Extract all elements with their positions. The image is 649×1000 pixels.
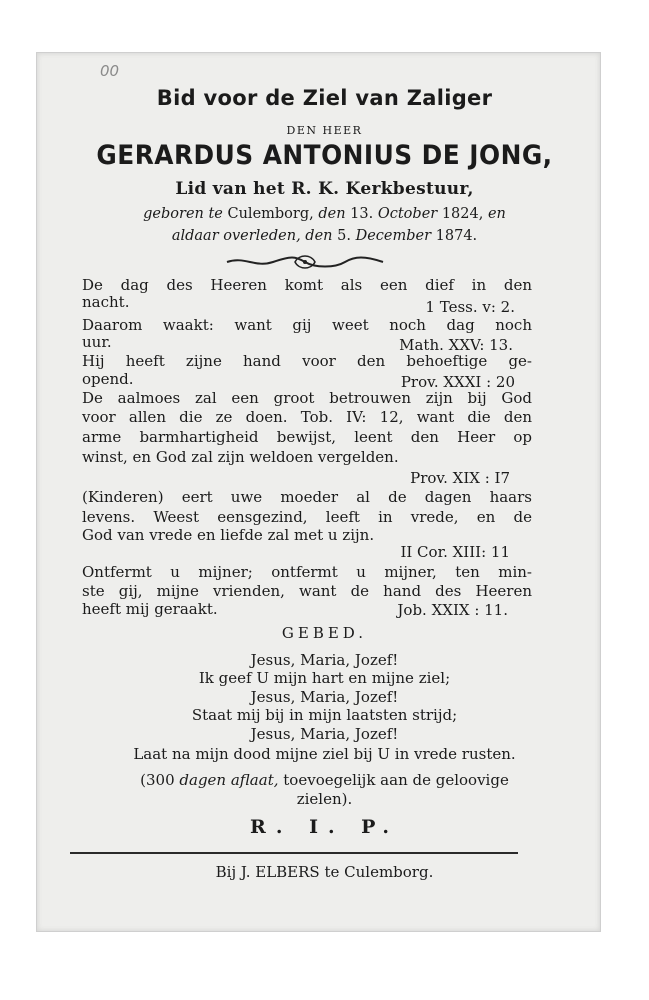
verse-line-row	[0, 448, 649, 467]
verse-line: arme barmhartigheid bewijst, leent den Heer op	[82, 428, 532, 446]
verse-ref-row	[0, 543, 649, 562]
prayer-title: GEBED.	[281, 624, 368, 642]
prayer-line-row	[0, 688, 649, 707]
printer-line: Bij J. ELBERS te Culemborg.	[215, 863, 434, 881]
prayer-line-row	[0, 651, 649, 670]
verse-line: Ontfermt u mijner; ontfermt u mijner, ten min-	[82, 563, 532, 581]
deceased-role: Lid van het R. K. Kerkbestuur,	[175, 179, 474, 199]
verse-line: opend.	[82, 370, 134, 388]
verse-line: winst, en God zal zijn weldoen vergelden.	[82, 448, 399, 466]
rip-text: R. I. P.	[250, 816, 399, 838]
death-line: aldaar overleden, den 5. December 1874.	[171, 228, 478, 244]
verse-ref: II Cor. XIII: 11	[400, 543, 510, 561]
verse-ref: Job. XXIX : 11.	[397, 601, 508, 619]
verse-ref-row	[0, 469, 649, 488]
prayer-line-row	[0, 725, 649, 744]
verse-ref: Prov. XIX : I7	[410, 469, 510, 487]
divider-rule	[70, 852, 518, 854]
verse-line-row	[0, 508, 649, 527]
verse-line: heeft mij geraakt.	[82, 600, 218, 618]
verse-line-row	[0, 352, 649, 371]
verse-line-row	[0, 488, 649, 507]
verse-line: Daarom waakt: want gij weet noch dag noch	[82, 316, 532, 334]
verse-line-row	[0, 428, 649, 447]
pencil-note: 00	[100, 62, 120, 80]
verse-line-row	[0, 563, 649, 582]
verse-line: levens. Weest eensgezind, leeft in vrede, en de	[82, 508, 532, 526]
verse-ref: Prov. XXXI : 20	[400, 373, 515, 391]
verse-line-row	[0, 582, 649, 601]
prayer-line: Laat na mijn dood mijne ziel bij U in vrede rusten.	[133, 745, 516, 763]
prayer-line: Jesus, Maria, Jozef!	[250, 651, 399, 669]
birth-line: geboren te Culemborg, den 13. October 1824, en	[143, 206, 506, 222]
ornament-divider	[225, 252, 385, 272]
verse-line: De aalmoes zal een groot betrouwen zijn bij God	[82, 389, 532, 407]
prayer-line: Jesus, Maria, Jozef!	[250, 688, 399, 706]
prayer-line: Ik geef U mijn hart en mijne ziel;	[198, 669, 451, 687]
verse-line-row	[0, 389, 649, 408]
card-title: Bid voor de Ziel van Zaliger	[156, 86, 493, 110]
verse-line-row	[0, 408, 649, 427]
verse-line: voor allen die ze doen. Tob. IV: 12, want die den	[82, 408, 532, 426]
verse-line: Hij heeft zijne hand voor den behoeftige ge-	[82, 352, 532, 370]
verse-line: ste gij, mijne vrienden, want de hand des Heeren	[82, 582, 532, 600]
verse-line: uur.	[82, 333, 112, 351]
den-heer-label: DEN HEER	[286, 124, 363, 137]
prayer-line: Jesus, Maria, Jozef!	[250, 725, 399, 743]
verse-line: De dag des Heeren komt als een dief in den	[82, 276, 532, 294]
prayer-line-row	[0, 706, 649, 725]
verse-ref-row	[0, 298, 649, 317]
deceased-name: GERARDUS ANTONIUS DE JONG,	[96, 140, 553, 171]
prayer-line: Staat mij bij in mijn laatsten strijd;	[191, 706, 458, 724]
indulgence-line: (300 dagen aflaat, toevoegelijk aan de geloovige	[140, 771, 509, 789]
verse-ref-row	[0, 601, 649, 620]
indulgence-line: zielen).	[296, 790, 353, 808]
prayer-line-row	[0, 745, 649, 764]
indulgence-line-row	[0, 771, 649, 790]
verse-line: (Kinderen) eert uwe moeder al de dagen haars	[82, 488, 532, 506]
prayer-line-row	[0, 669, 649, 688]
verse-ref: 1 Tess. v: 2.	[425, 298, 515, 316]
verse-line: nacht.	[82, 293, 130, 311]
verse-line: God van vrede en liefde zal met u zijn.	[82, 526, 375, 544]
prayer-title-row	[0, 624, 649, 643]
verse-ref: Math. XXV: 13.	[399, 336, 513, 354]
indulgence-line-row	[0, 790, 649, 809]
